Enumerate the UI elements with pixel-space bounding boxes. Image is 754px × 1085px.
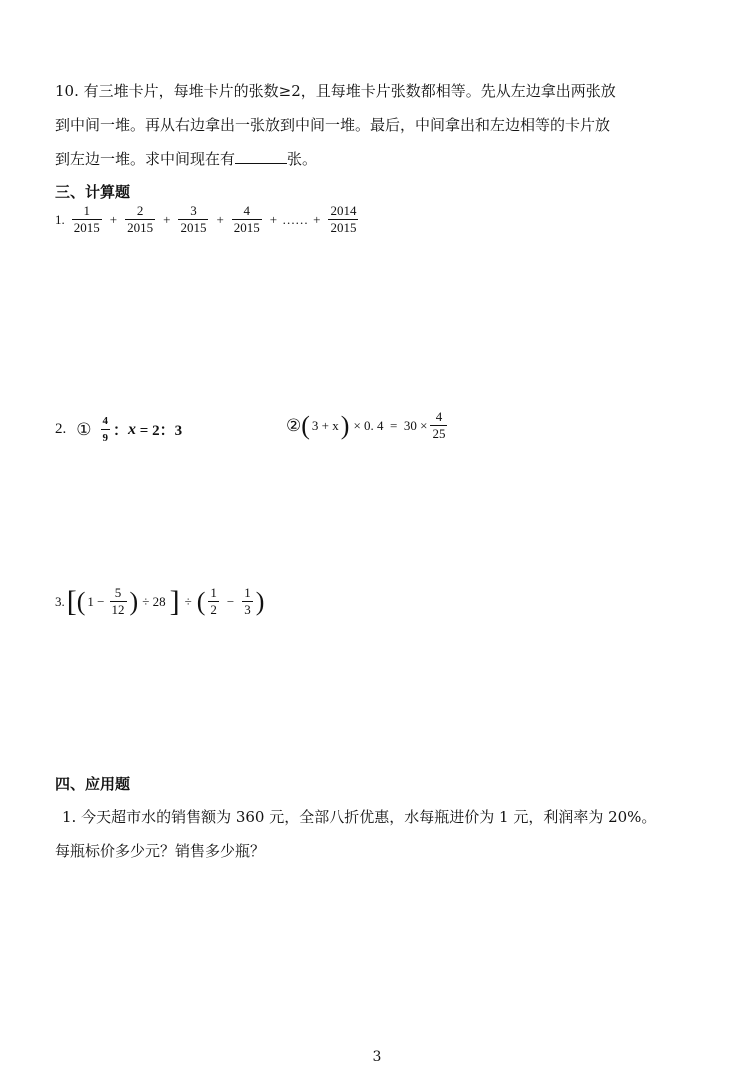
paren-content: 3 + x	[311, 417, 339, 433]
fraction-term-2: $\frac{2}{2015}$	[127, 203, 154, 235]
plus-sign: +	[109, 211, 118, 227]
left-paren: (	[196, 586, 206, 616]
equation-middle: × 0. 4 = 30 ×	[353, 417, 428, 433]
fraction-term-3: $\frac{3}{2015}$	[180, 203, 207, 235]
q10-line-1: 10. 有三堆卡片，每堆卡片的张数≥2，且每堆卡片张数都相等。先从左边拿出两张放	[55, 82, 616, 100]
problem-3-1-label: 1.	[55, 211, 65, 227]
q10-line-3-text: 到左边一堆。求中间现在有	[55, 150, 236, 168]
fraction-one-half: $\frac{1}{2}$	[210, 585, 217, 617]
right-paren: )	[340, 410, 350, 440]
right-paren: )	[129, 586, 139, 616]
left-paren: (	[76, 586, 86, 616]
left-paren: (	[301, 410, 310, 440]
circled-one-marker: ①	[76, 419, 92, 439]
fraction-one-third: $\frac{1}{3}$	[244, 585, 251, 617]
divide-sign: ÷	[184, 593, 192, 609]
variable-x: x	[128, 420, 137, 438]
right-bracket: ]	[169, 584, 180, 618]
left-bracket: [	[66, 584, 77, 618]
page-number: 3	[372, 1049, 382, 1065]
problem-3-1	[55, 204, 361, 235]
divide-28: ÷ 28	[142, 593, 166, 609]
fraction-term-last: $\frac{2014}{2015}$	[330, 203, 357, 235]
problem-3-2-part-1	[55, 414, 182, 445]
fraction-term-1: $\frac{1}{2015}$	[73, 203, 100, 235]
fraction-5-12ths: $\frac{5}{12}$	[111, 585, 125, 617]
problem-3-2-part-2	[286, 410, 450, 441]
fraction-four-25ths: $\frac{4}{25}$	[432, 409, 446, 441]
problem-3-3	[55, 586, 264, 617]
fraction-term-4: $\frac{4}{2015}$	[233, 203, 260, 235]
application-q1-line-1: 1. 今天超市水的销售额为 360 元，全部八折优惠，水每瓶进价为 1 元，利润率为 20%。	[62, 808, 657, 826]
answer-blank[interactable]	[235, 149, 287, 164]
q10-line-3	[55, 148, 317, 169]
fraction-four-ninths: $\frac{4}{9}$	[102, 415, 108, 444]
problem-3-3-label: 3.	[55, 593, 65, 609]
section-3-title: 三、计算题	[55, 183, 131, 201]
ratio-tail: = 2：3	[136, 423, 183, 439]
one-minus: 1 −	[87, 593, 105, 609]
right-paren: )	[255, 586, 265, 616]
application-q1-line-2: 每瓶标价多少元？销售多少瓶？	[55, 842, 266, 860]
plus-sign: +	[313, 211, 321, 227]
plus-sign: +	[216, 211, 224, 227]
plus-sign: +	[269, 211, 278, 227]
colon: ：	[113, 423, 129, 439]
ellipsis: ……	[282, 211, 309, 227]
q10-line-2: 到中间一堆。再从右边拿出一张放到中间一堆。最后，中间拿出和左边相等的卡片放	[55, 116, 611, 134]
circled-two-marker: ②	[286, 415, 302, 435]
minus-sign: −	[226, 593, 235, 609]
q10-line-3-tail: 张。	[287, 150, 318, 168]
problem-3-2-label: 2.	[55, 421, 67, 437]
plus-sign: +	[163, 211, 171, 227]
section-4-title: 四、应用题	[55, 775, 131, 793]
